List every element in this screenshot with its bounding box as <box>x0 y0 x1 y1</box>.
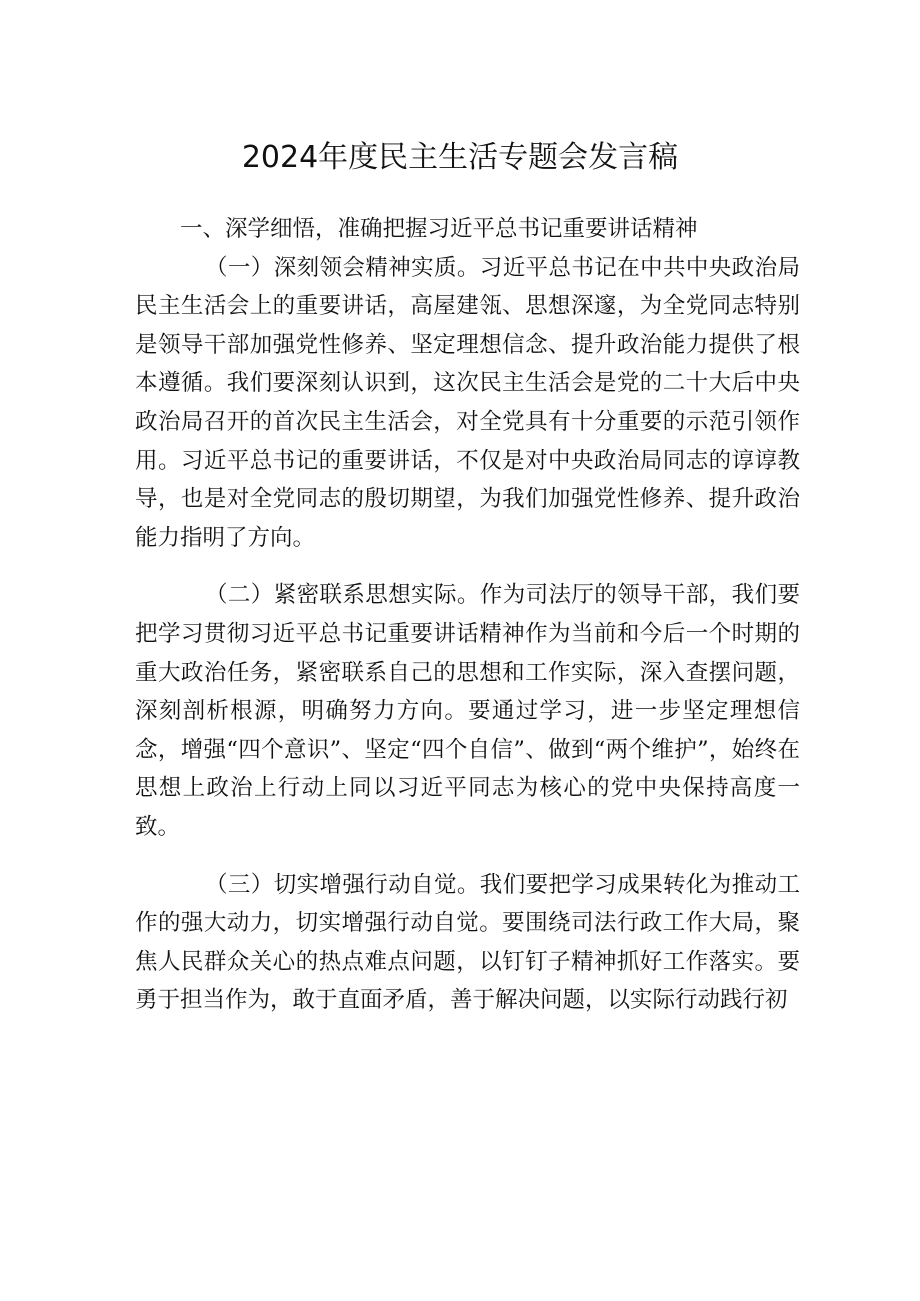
paragraph-gap <box>135 847 800 866</box>
document-title: 2024年度民主生活专题会发言稿 <box>241 140 679 176</box>
document-body <box>135 210 800 1020</box>
section-heading: 一、深学细悟，准确把握习近平总书记重要讲话精神 <box>180 216 698 242</box>
paragraph-3: （三）切实增强行动自觉。我们要把学习成果转化为推动工作的强大动力，切实增强行动自觉。要围绕司法行政工作大局，聚焦人民群众关心的热点难点问题，以钉钉子精神抓好工作落实。要勇于担当作为，敢于直面矛盾，善于解决问题，以实际行动践行初 <box>135 871 800 1014</box>
paragraph-2: （二）紧密联系思想实际。作为司法厅的领导干部，我们要把学习贯彻习近平总书记重要讲话精神作为当前和今后一个时期的重大政治任务，紧密联系自己的思想和工作实际，深入查摆问题，深刻剖析根源，明确努力方向。要通过学习，进一步坚定理想信念，增强“四个意识”、坚定“四个自信”、做到“两个维护”，始终在思想上政治上行动上同以习近平同志为核心的党中央保持高度一致。 <box>135 582 800 840</box>
paragraph-1: （一）深刻领会精神实质。习近平总书记在中共中央政治局民主生活会上的重要讲话，高屋建瓴、思想深邃，为全党同志特别是领导干部加强党性修养、坚定理想信念、提升政治能力提供了根本遵循。我们要深刻认识到，这次民主生活会是党的二十大后中央政治局召开的首次民主生活会，对全党具有十分重要的示范引领作用。习近平总书记的重要讲话，不仅是对中央政治局同志的谆谆教导，也是对全党同志的殷切期望，为我们加强党性修养、提升政治能力指明了方向。 <box>135 254 800 551</box>
paragraph-gap <box>135 557 800 576</box>
